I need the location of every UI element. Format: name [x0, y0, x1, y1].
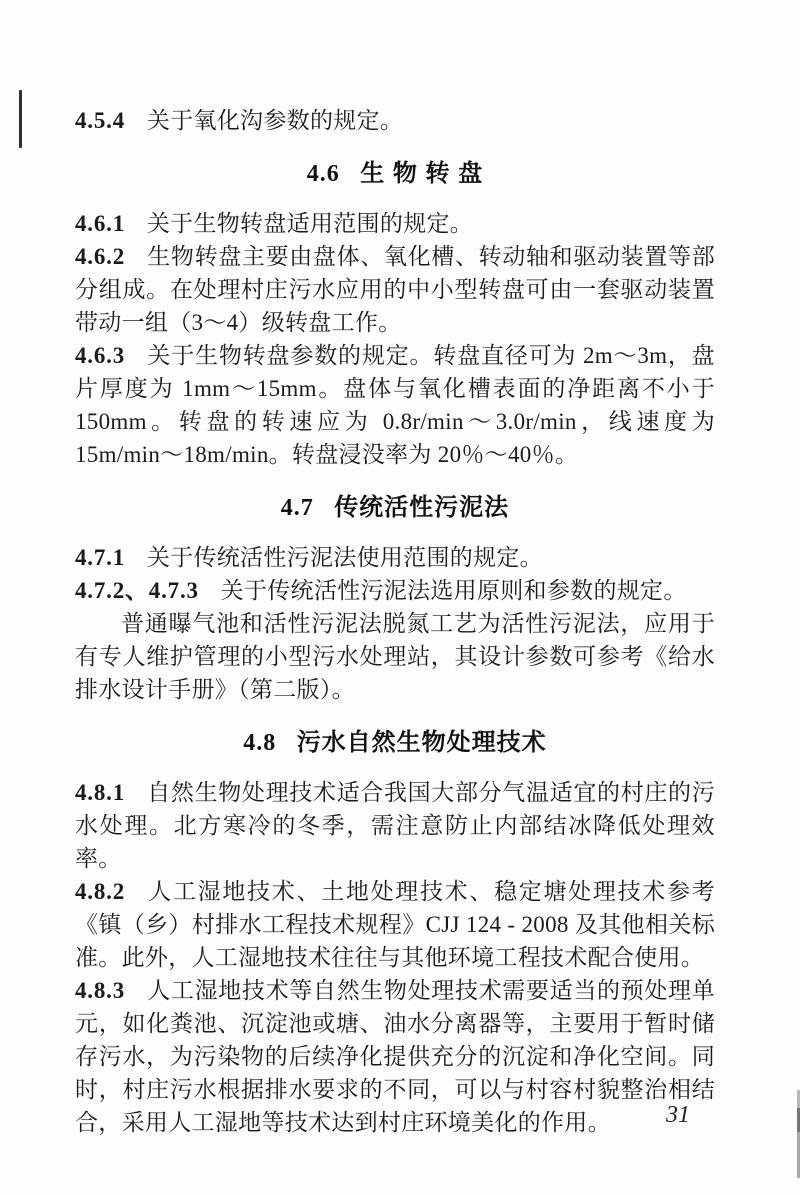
clause-number: 4.6.3 [75, 343, 125, 368]
paragraph [75, 776, 715, 875]
section-heading [75, 491, 715, 525]
clause-number: 4.7.2、4.7.3 [75, 578, 199, 603]
paragraph-text: 生物转盘主要由盘体、氧化槽、转动轴和驱动装置等部分组成。在处理村庄污水应用的中小型转盘可由一套驱动装置带动一组（3～4）级转盘工作。 [75, 244, 715, 335]
section-heading [75, 726, 715, 760]
paragraph-text: 人工湿地技术、土地处理技术、稳定塘处理技术参考《镇（乡）村排水工程技术规程》CJJ 124 - 2008 及其他相关标准。此外，人工湿地技术往往与其他环境工程技术配合使用。 [75, 879, 715, 970]
paragraph [75, 207, 715, 240]
clause-number: 4.6.2 [75, 244, 125, 269]
clause-number: 4.8.2 [75, 879, 125, 904]
clause-number: 4.7.1 [75, 545, 125, 570]
paragraph [75, 974, 715, 1139]
section-heading-number: 4.8 [243, 730, 277, 756]
paragraph [75, 541, 715, 574]
section-heading-title: 生 物 转 盘 [360, 160, 484, 187]
paragraph-text: 普通曝气池和活性污泥法脱氮工艺为活性污泥法，应用于有专人维护管理的小型污水处理站，其设计参数可参考《给水排水设计手册》（第二版）。 [75, 611, 715, 702]
clause-number: 4.8.1 [75, 780, 125, 805]
clause-number: 4.6.1 [75, 211, 125, 236]
paragraph [75, 339, 715, 471]
paragraph-text: 关于传统活性污泥法使用范围的规定。 [146, 545, 543, 570]
paragraph-text: 人工湿地技术等自然生物处理技术需要适当的预处理单元，如化粪池、沉淀池或塘、油水分离器等，主要用于暂时储存污水，为污染物的后续净化提供充分的沉淀和净化空间。同时，村庄污水根据排水要求的不同，可以与村容村貌整治相结合，采用人工湿地等技术达到村庄环境美化的作用。 [75, 978, 715, 1135]
section-heading-number: 4.7 [280, 495, 314, 521]
clause-number: 4.5.4 [75, 108, 125, 133]
paragraph [75, 875, 715, 974]
section-heading-title: 传统活性污泥法 [334, 494, 510, 521]
section-heading [75, 157, 715, 191]
paragraph-text: 关于氧化沟参数的规定。 [146, 108, 404, 133]
page-number: 31 [666, 1102, 690, 1128]
section-heading-number: 4.6 [306, 161, 340, 187]
paragraph [75, 574, 715, 607]
scan-artifact-left [19, 90, 22, 148]
paragraph [75, 104, 715, 137]
paragraph-text: 关于生物转盘参数的规定。转盘直径可为 2m～3m，盘片厚度为 1mm～15mm。盘体与氧化槽表面的净距离不小于 150mm。转盘的转速应为 0.8r/min～3.0r/min，线速度为 15m/min～18m/min。转盘浸没率为 20％～40％。 [75, 343, 715, 467]
section-heading-title: 污水自然生物处理技术 [296, 729, 547, 756]
paragraph [75, 240, 715, 339]
paragraph-text: 关于传统活性污泥法选用原则和参数的规定。 [220, 578, 687, 603]
paragraph-text: 关于生物转盘适用范围的规定。 [146, 211, 474, 236]
page-content [75, 104, 715, 1139]
clause-number: 4.8.3 [75, 978, 125, 1003]
paragraph [75, 607, 715, 706]
paragraph-text: 自然生物处理技术适合我国大部分气温适宜的村庄的污水处理。北方寒冷的冬季，需注意防止内部结冰降低处理效率。 [75, 780, 715, 871]
